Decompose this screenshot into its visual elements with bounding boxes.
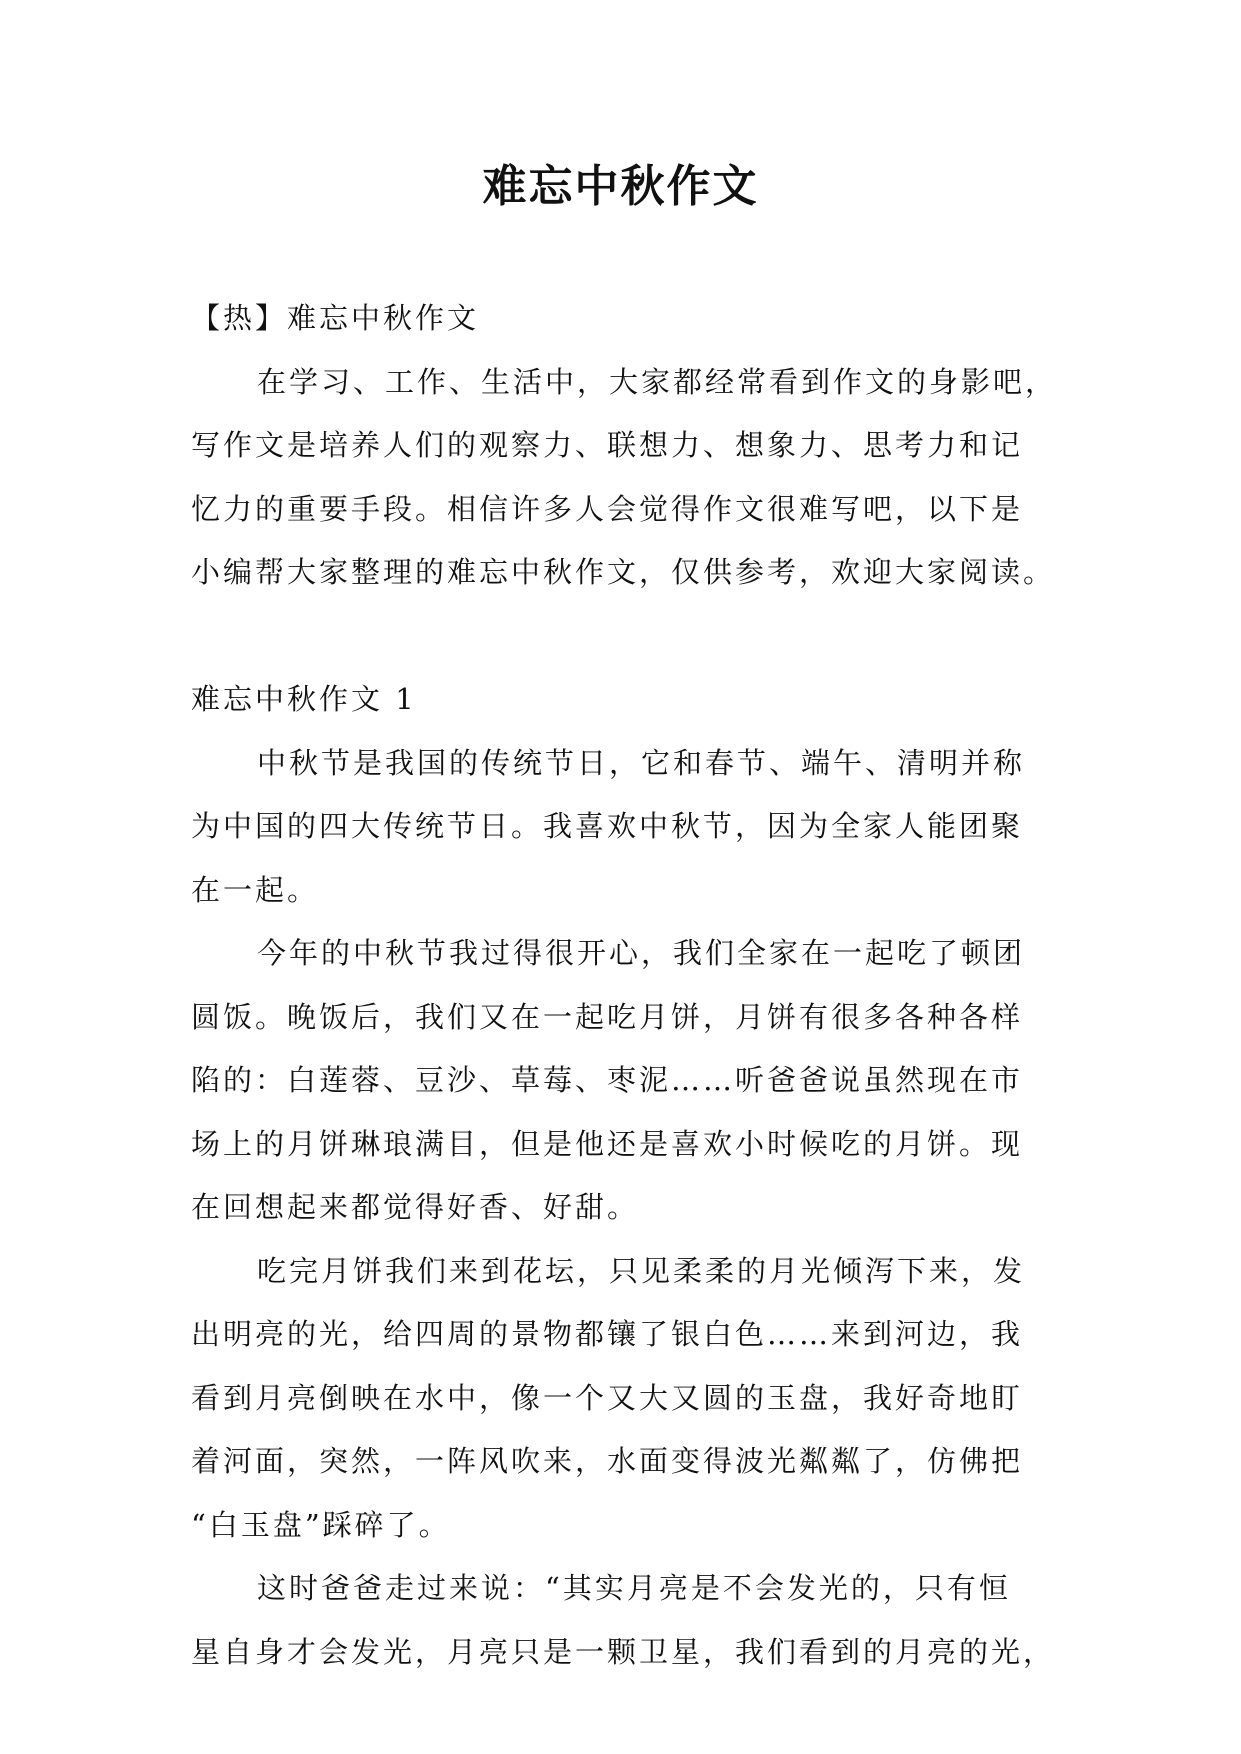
document-body xyxy=(191,287,1058,1684)
paragraph-4 xyxy=(191,1557,1056,1684)
section-heading: 难忘中秋作文 1 xyxy=(191,682,417,716)
document-subtitle: 【热】难忘中秋作文 xyxy=(191,301,480,335)
paragraph-line: 中秋节是我国的传统节日，它和春节、端午、清明并称 xyxy=(257,745,1026,780)
paragraph-line: 吃完月饼我们来到花坛，只见柔柔的月光倾泻下来，发 xyxy=(257,1253,1026,1288)
paragraph-line: 在回想起来都觉得好香、好甜。 xyxy=(191,1190,640,1224)
paragraph-line: 星自身才会发光，月亮只是一颗卫星，我们看到的月亮的光， xyxy=(191,1634,1056,1669)
paragraph-line: 场上的月饼琳琅满目，但是他还是喜欢小时候吃的月饼。现 xyxy=(191,1126,1024,1161)
paragraph-line: 看到月亮倒映在水中，像一个又大又圆的玉盘，我好奇地盯 xyxy=(191,1380,1024,1415)
paragraph-line: 在一起。 xyxy=(191,872,320,907)
paragraph-1 xyxy=(191,732,1051,923)
paragraph-line: 今年的中秋节我过得很开心，我们全家在一起吃了顿团 xyxy=(257,936,1026,970)
paragraph-line: 出明亮的光，给四周的景物都镶了银白色……来到河边，我 xyxy=(191,1317,1024,1351)
blank-line xyxy=(191,605,1051,669)
paragraph-line: 小编帮大家整理的难忘中秋作文，仅供参考，欢迎大家阅读。 xyxy=(191,555,1056,589)
intro-paragraph xyxy=(191,351,1058,605)
paragraph-2 xyxy=(191,922,1051,1240)
paragraph-line: 圆饭。晚饭后，我们又在一起吃月饼，月饼有很多各种各样 xyxy=(191,999,1024,1034)
paragraph-line: 忆力的重要手段。相信许多人会觉得作文很难写吧，以下是 xyxy=(191,491,1024,526)
paragraph-line: 这时爸爸走过来说：“其实月亮是不会发光的，只有恒 xyxy=(257,1571,1011,1605)
document-title: 难忘中秋作文 xyxy=(482,161,759,212)
paragraph-line: 为中国的四大传统节日。我喜欢中秋节，因为全家人能团聚 xyxy=(191,809,1024,843)
paragraph-line: “白玉盘”踩碎了。 xyxy=(191,1507,451,1542)
paragraph-line: 写作文是培养人们的观察力、联想力、想象力、思考力和记 xyxy=(191,428,1024,462)
paragraph-3 xyxy=(191,1240,1051,1558)
paragraph-line: 着河面，突然，一阵风吹来，水面变得波光粼粼了，仿佛把 xyxy=(191,1444,1024,1478)
paragraph-line: 在学习、工作、生活中，大家都经常看到作文的身影吧， xyxy=(257,364,1058,399)
paragraph-line: 陷的：白莲蓉、豆沙、草莓、枣泥……听爸爸说虽然现在市 xyxy=(191,1063,1024,1097)
